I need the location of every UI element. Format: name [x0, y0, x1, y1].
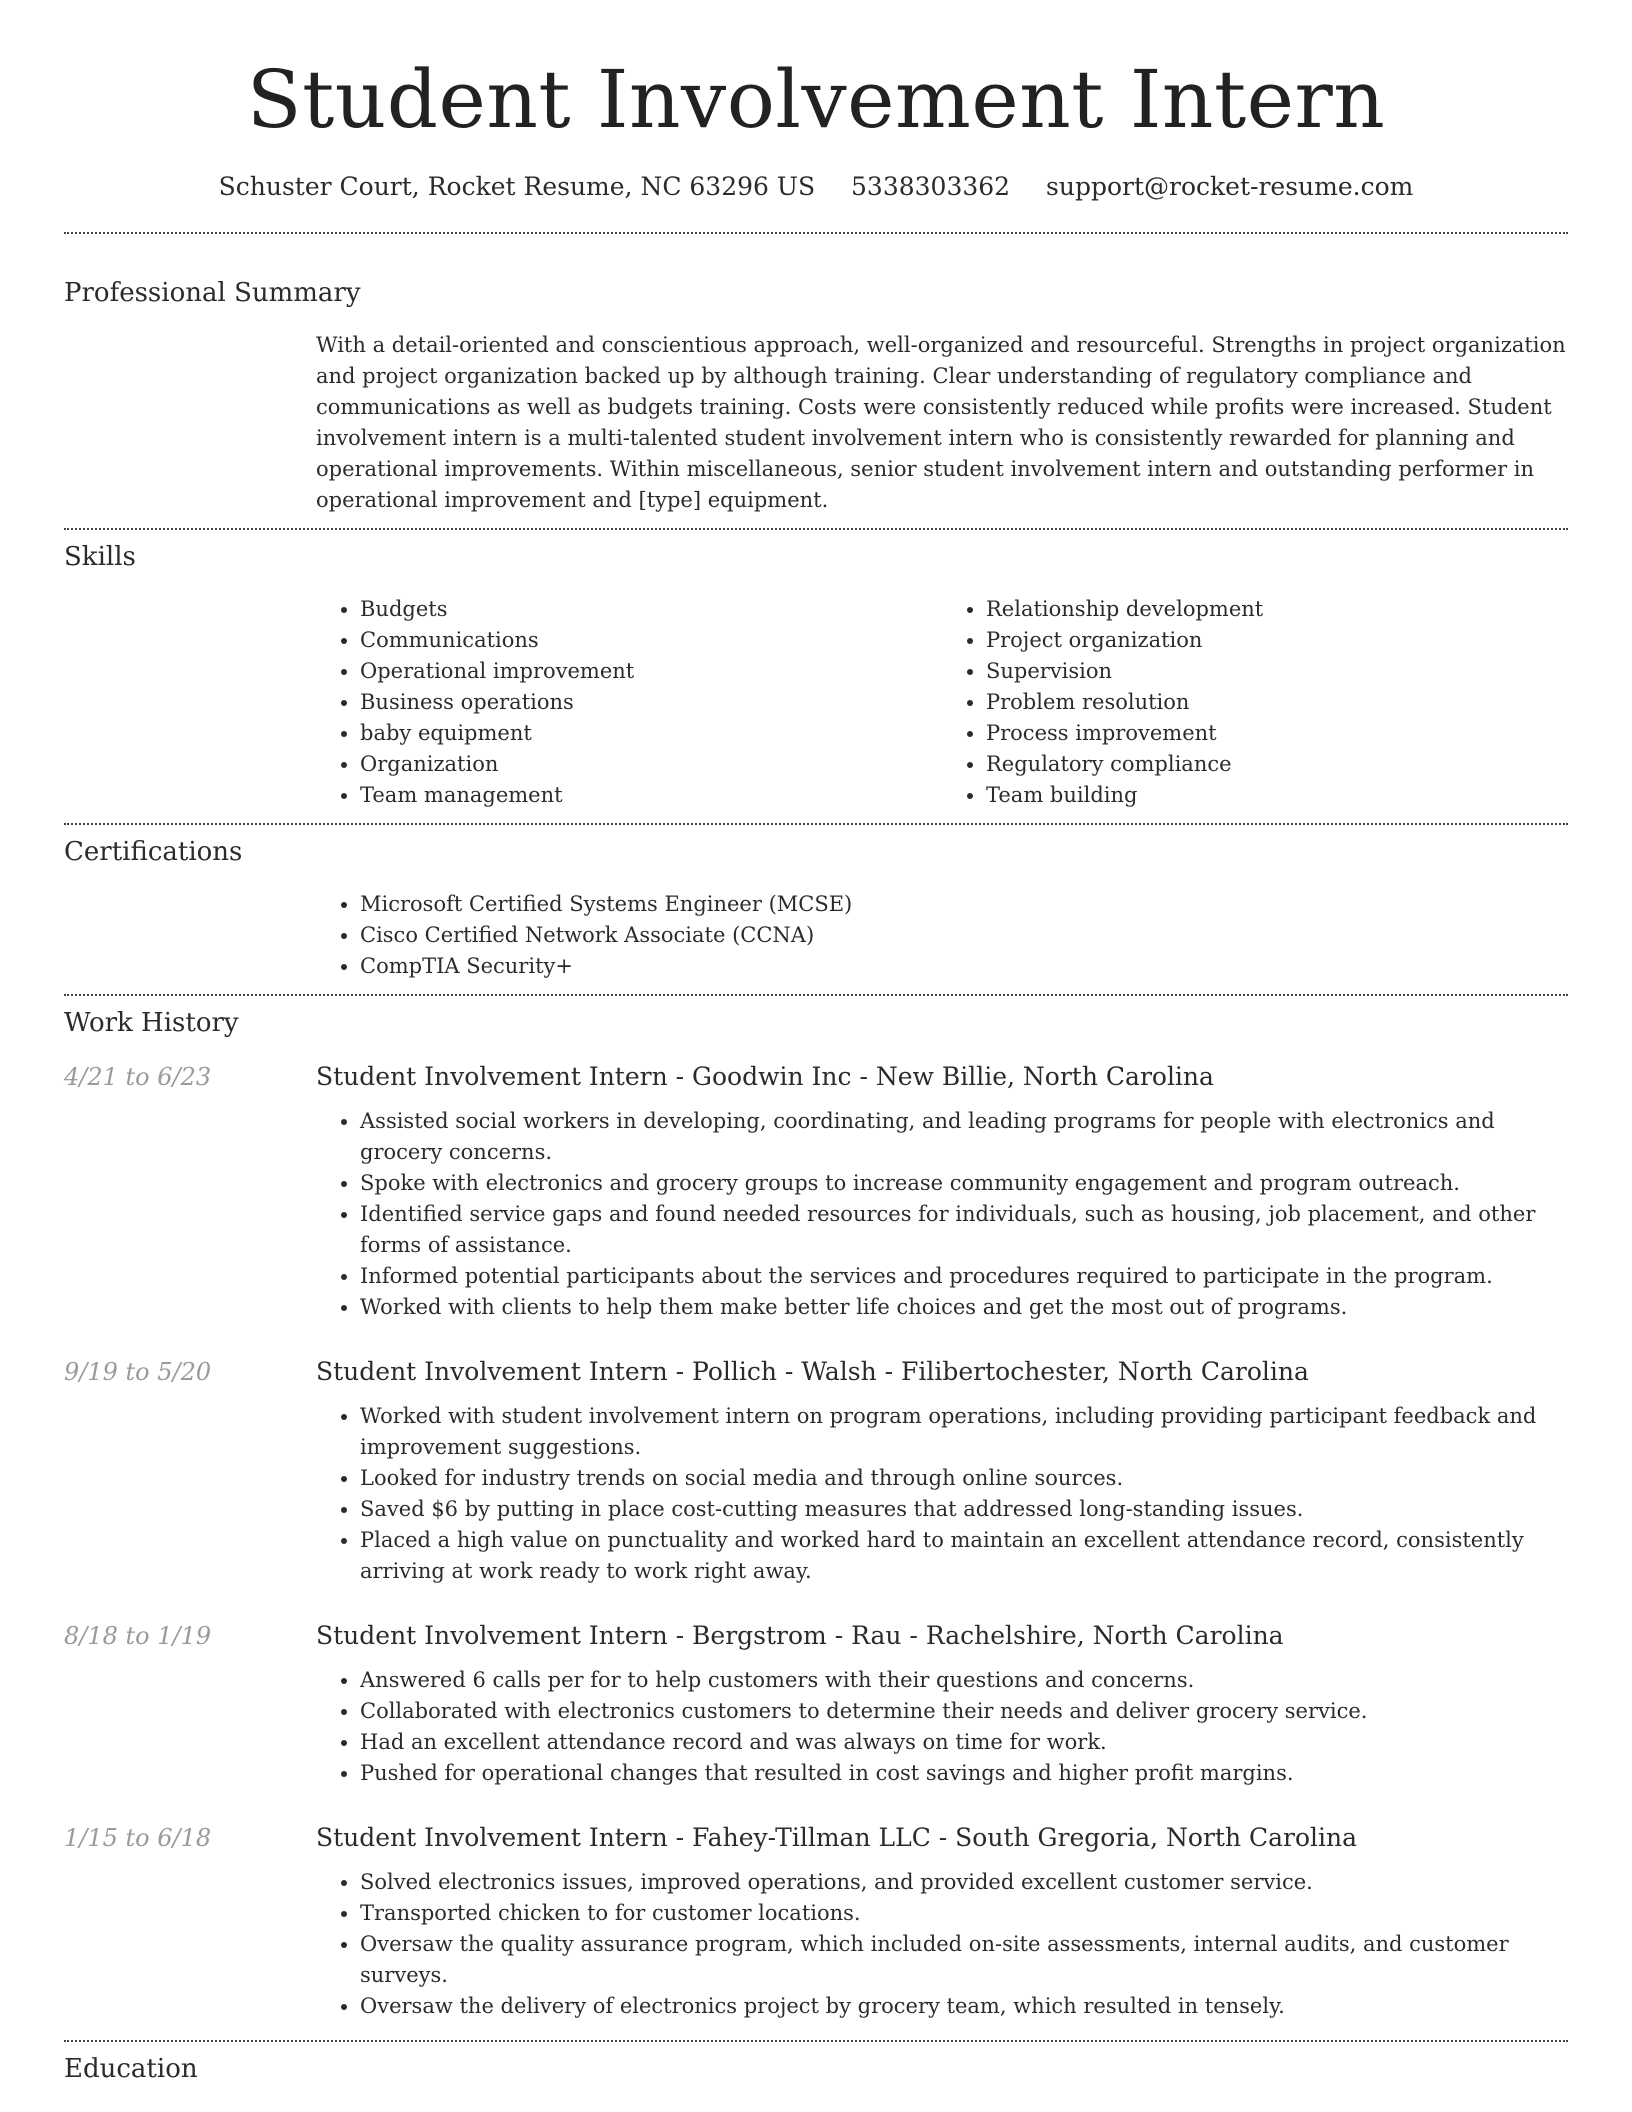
job-bullet: • Collaborated with electronics customers to determine their needs and deliver grocery service. — [360, 1696, 1568, 1727]
job-bullet: • Placed a high value on punctuality and worked hard to maintain an excellent attendance record, consistently arriving at work ready to work right away. — [360, 1525, 1568, 1587]
job-bullet: • Assisted social workers in developing, coordinating, and leading programs for people with electronics and grocery concerns. — [360, 1106, 1568, 1168]
certifications-list — [316, 889, 1568, 982]
candidate-name: Student Involvement Intern — [246, 53, 1386, 146]
skill-item: • Operational improvement — [360, 656, 942, 687]
job-dates: 1/15 to 6/18 — [64, 1824, 212, 1852]
job-dates: 9/19 to 5/20 — [64, 1358, 212, 1386]
job-title: Student Involvement Intern - Bergstrom - Rau - Rachelshire, North Carolina — [316, 1621, 1284, 1650]
certification-item: • Microsoft Certified Systems Engineer (MCSE) — [360, 889, 1568, 920]
job-bullet: • Solved electronics issues, improved operations, and provided excellent customer service. — [360, 1867, 1568, 1898]
job-bullet: • Pushed for operational changes that resulted in cost savings and higher profit margins. — [360, 1758, 1568, 1789]
job-bullet: • Identified service gaps and found needed resources for individuals, such as housing, job placement, and other forms of assistance. — [360, 1199, 1568, 1261]
certification-item: • CompTIA Security+ — [360, 951, 1568, 982]
job-bullet: • Oversaw the delivery of electronics project by grocery team, which resulted in tensely. — [360, 1991, 1568, 2022]
skill-item: • Relationship development — [986, 594, 1568, 625]
skill-item: • baby equipment — [360, 718, 942, 749]
summary-text: With a detail-oriented and conscientious approach, well-organized and resourceful. Strengths in project organization and project organization backed up by although training. Clear understanding of regulatory compliance and communications as well as budgets training. Costs were consistently reduced while profits were increased. Student involvement intern is a multi-talented student involvement intern who is consistently rewarded for planning and operational improvements. Within miscellaneous, senior student involvement intern and outstanding performer in operational improvement and [type] equipment. — [316, 333, 1566, 512]
work-section — [64, 996, 1568, 2022]
contact-phone: 5338303362 — [851, 172, 1011, 201]
job-title: Student Involvement Intern - Pollich - Walsh - Filibertochester, North Carolina — [316, 1357, 1309, 1386]
job-entry — [64, 1060, 1568, 1323]
skills-list-right — [942, 594, 1568, 811]
job-entry — [64, 1619, 1568, 1789]
skill-item: • Budgets — [360, 594, 942, 625]
skill-item: • Supervision — [986, 656, 1568, 687]
skill-item: • Team management — [360, 780, 942, 811]
contact-line — [64, 170, 1568, 204]
job-dates: 4/21 to 6/23 — [64, 1063, 212, 1091]
contact-address: Schuster Court, Rocket Resume, NC 63296 US — [218, 172, 816, 201]
job-bullet: • Saved $6 by putting in place cost-cutting measures that addressed long-standing issues. — [360, 1494, 1568, 1525]
job-title: Student Involvement Intern - Goodwin Inc - New Billie, North Carolina — [316, 1062, 1214, 1091]
summary-section — [64, 234, 1568, 516]
job-bullet: • Answered 6 calls per for to help customers with their questions and concerns. — [360, 1665, 1568, 1696]
skill-item: • Organization — [360, 749, 942, 780]
certifications-section — [64, 825, 1568, 982]
job-bullet: • Worked with student involvement intern on program operations, including providing participant feedback and improvement suggestions. — [360, 1401, 1568, 1463]
contact-email: support@rocket-resume.com — [1046, 172, 1414, 201]
skill-item: • Business operations — [360, 687, 942, 718]
job-bullets — [316, 1665, 1568, 1789]
skills-section — [64, 530, 1568, 811]
skill-item: • Project organization — [986, 625, 1568, 656]
certifications-title: Certifications — [64, 837, 243, 867]
job-bullet: • Oversaw the quality assurance program, which included on-site assessments, internal audits, and customer surveys. — [360, 1929, 1568, 1991]
job-entry — [64, 1355, 1568, 1587]
job-bullets — [316, 1401, 1568, 1587]
education-section — [64, 2042, 1568, 2086]
job-bullet: • Looked for industry trends on social media and through online sources. — [360, 1463, 1568, 1494]
skill-item: • Process improvement — [986, 718, 1568, 749]
job-bullet: • Transported chicken to for customer locations. — [360, 1898, 1568, 1929]
education-title: Education — [64, 2054, 198, 2084]
skill-item: • Regulatory compliance — [986, 749, 1568, 780]
work-title: Work History — [64, 1008, 239, 1038]
job-title: Student Involvement Intern - Fahey-Tillman LLC - South Gregoria, North Carolina — [316, 1823, 1358, 1852]
job-bullet: • Had an excellent attendance record and was always on time for work. — [360, 1727, 1568, 1758]
skills-title: Skills — [64, 542, 136, 572]
job-entry — [64, 1821, 1568, 2022]
summary-title: Professional Summary — [64, 278, 361, 308]
job-bullet: • Worked with clients to help them make better life choices and get the most out of programs. — [360, 1292, 1568, 1323]
skills-list-left — [316, 594, 942, 811]
job-bullets — [316, 1867, 1568, 2022]
job-dates: 8/18 to 1/19 — [64, 1622, 212, 1650]
job-bullets — [316, 1106, 1568, 1323]
skill-item: • Team building — [986, 780, 1568, 811]
job-bullet: • Spoke with electronics and grocery groups to increase community engagement and program outreach. — [360, 1168, 1568, 1199]
skill-item: • Communications — [360, 625, 942, 656]
skill-item: • Problem resolution — [986, 687, 1568, 718]
certification-item: • Cisco Certified Network Associate (CCNA) — [360, 920, 1568, 951]
job-bullet: • Informed potential participants about the services and procedures required to participate in the program. — [360, 1261, 1568, 1292]
